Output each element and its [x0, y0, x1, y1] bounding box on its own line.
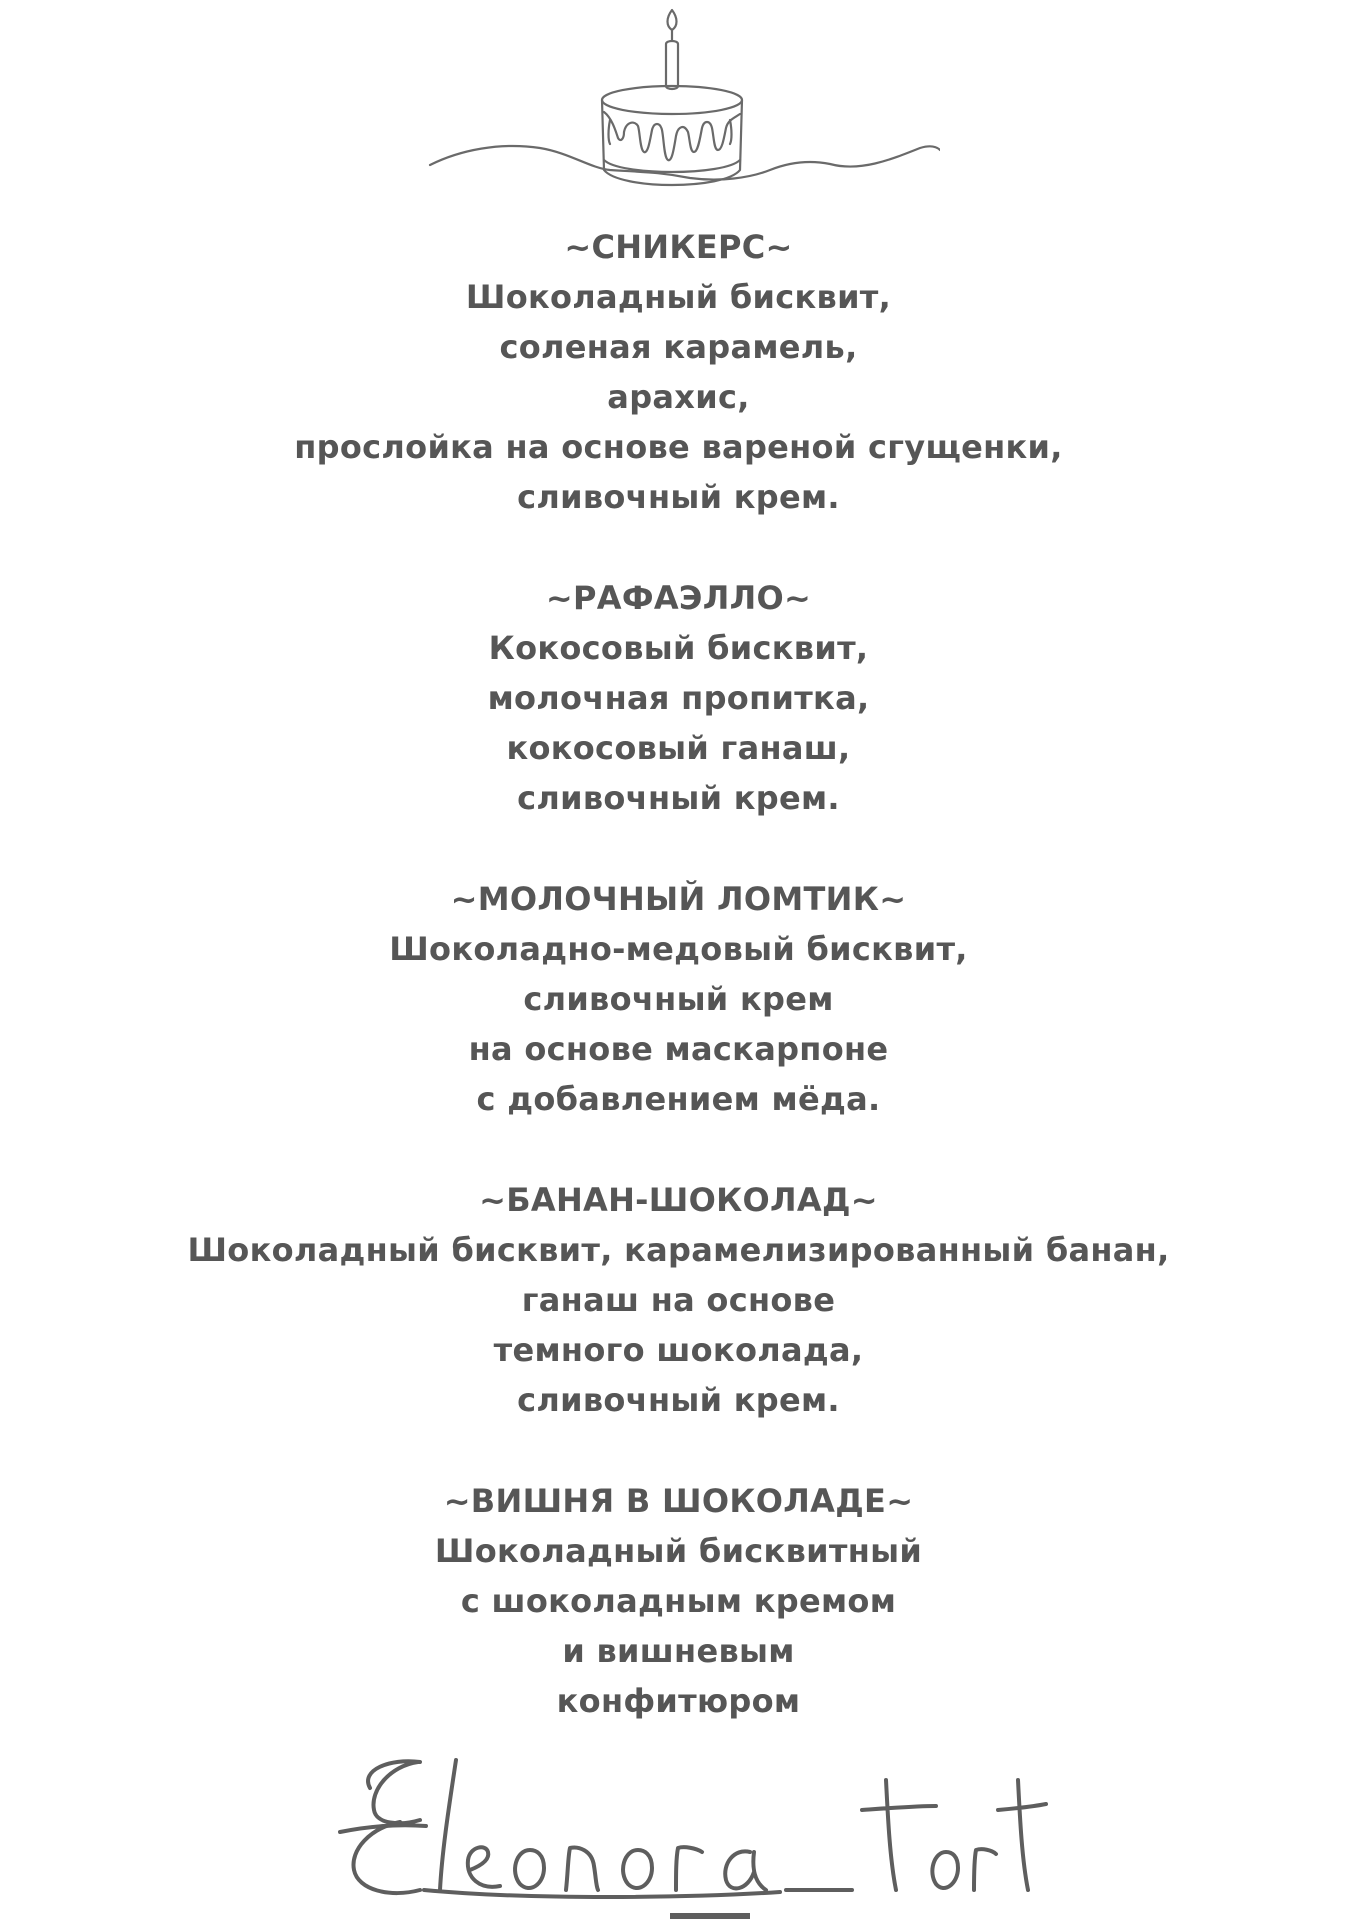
- menu-item-line: сливочный крем.: [517, 478, 840, 516]
- menu-item-line: кокосовый ганаш,: [506, 729, 851, 767]
- menu-item-line: Шоколадный бисквит,: [465, 278, 892, 316]
- menu-item-snickers: [0, 222, 1357, 522]
- menu-item-cherry-chocolate: [0, 1476, 1357, 1726]
- menu-item-line: Шоколадный бисквит, карамелизированный банан,: [187, 1231, 1170, 1269]
- menu-item-line: арахис,: [607, 378, 750, 416]
- menu-item-line: с добавлением мёда.: [476, 1080, 881, 1118]
- menu-item-title: ~СНИКЕРС~: [564, 228, 793, 266]
- cake-with-candle-icon: [420, 0, 940, 210]
- menu-item-line: Шоколадный бисквитный: [434, 1532, 923, 1570]
- menu-item-line: сливочный крем.: [517, 779, 840, 817]
- menu-item-line: молочная пропитка,: [487, 679, 870, 717]
- menu-item-title: ~БАНАН-ШОКОЛАД~: [479, 1181, 878, 1219]
- menu-item-line: конфитюром: [556, 1682, 801, 1720]
- menu-item-line: прослойка на основе вареной сгущенки,: [294, 428, 1063, 466]
- menu-item-raffaello: [0, 573, 1357, 823]
- menu-item-line: темного шоколада,: [493, 1331, 864, 1369]
- menu-item-title: ~РАФАЭЛЛО~: [545, 579, 812, 617]
- menu-item-line: на основе маскарпоне: [468, 1030, 889, 1068]
- menu-list: [0, 222, 1357, 1777]
- menu-item-line: сливочный крем: [523, 980, 834, 1018]
- menu-item-banana-chocolate: [0, 1175, 1357, 1425]
- menu-item-title: ~ВИШНЯ В ШОКОЛАДЕ~: [443, 1482, 914, 1520]
- menu-item-line: с шоколадным кремом: [460, 1582, 897, 1620]
- signature-logo: [330, 1740, 1050, 1920]
- menu-item-line: сливочный крем.: [517, 1381, 840, 1419]
- menu-item-line: Шоколадно-медовый бисквит,: [389, 930, 968, 968]
- menu-item-line: Кокосовый бисквит,: [488, 629, 869, 667]
- menu-item-line: и вишневым: [562, 1632, 795, 1670]
- menu-item-line: ганаш на основе: [521, 1281, 836, 1319]
- menu-item-line: соленая карамель,: [499, 328, 858, 366]
- menu-item-milk-slice: [0, 874, 1357, 1124]
- menu-item-title: ~МОЛОЧНЫЙ ЛОМТИК~: [450, 880, 907, 918]
